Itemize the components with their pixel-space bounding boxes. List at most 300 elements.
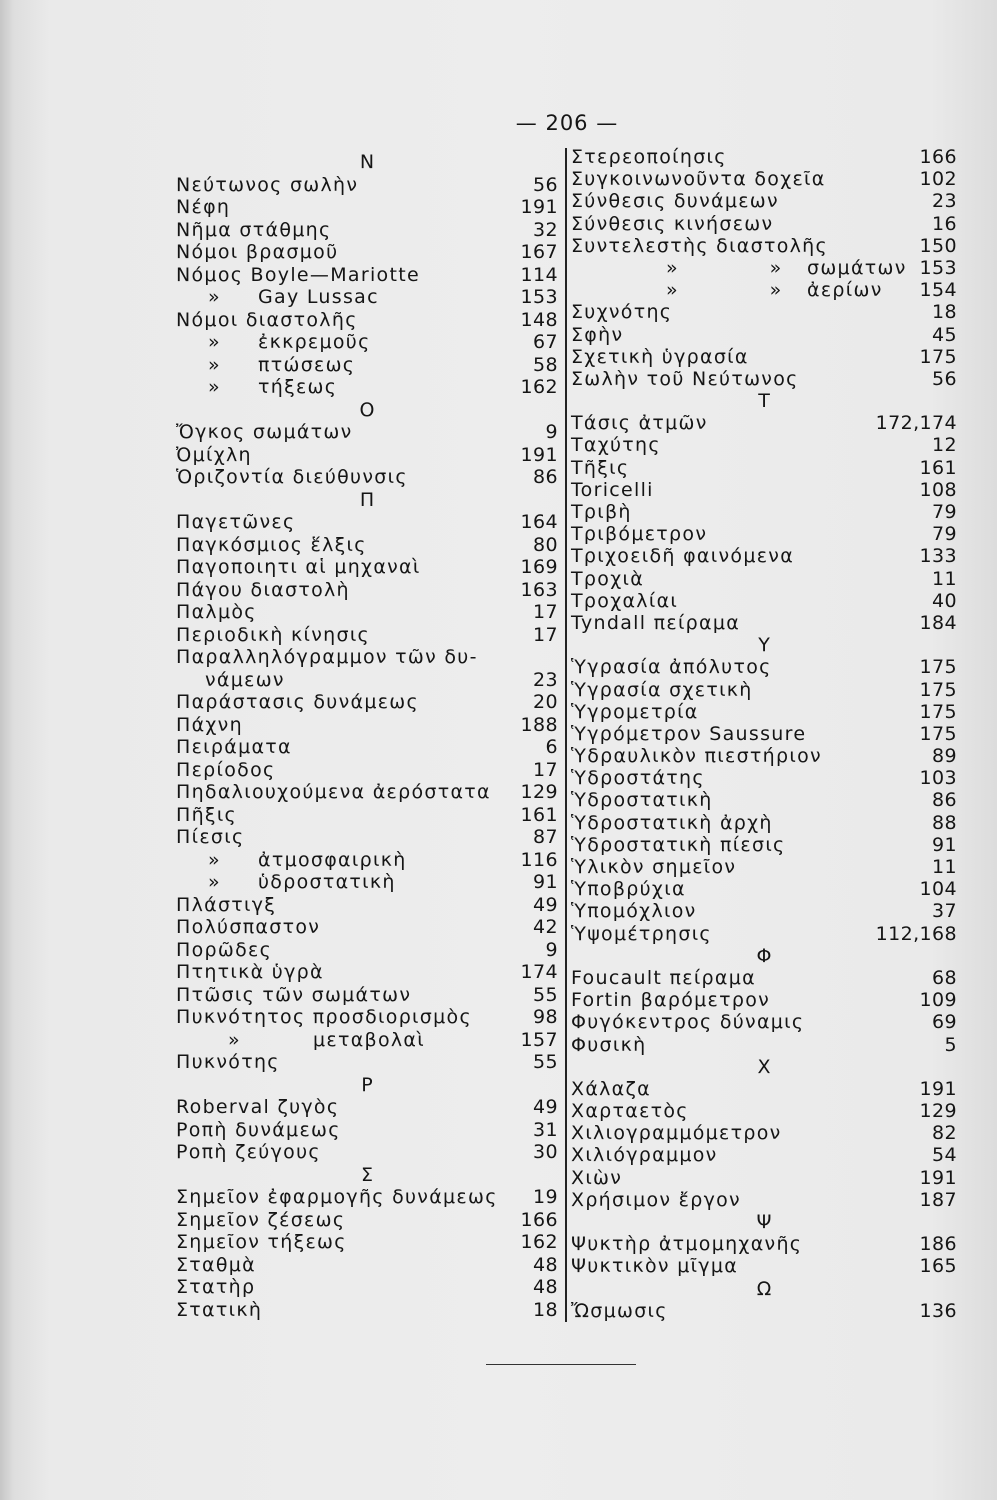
entry-page: 164 bbox=[520, 511, 558, 533]
entry-page: 42 bbox=[533, 916, 558, 938]
entry-term: Πολύσπαστον bbox=[176, 916, 321, 938]
entry-page: 148 bbox=[520, 308, 558, 331]
entry-page: 32 bbox=[533, 218, 558, 241]
entry-term: Πειράματα bbox=[176, 736, 292, 758]
entry-term: Χάλαζα bbox=[571, 1077, 651, 1100]
index-entry bbox=[176, 241, 558, 264]
index-entry bbox=[571, 767, 957, 789]
entry-term: Χαρταετὸς bbox=[571, 1100, 689, 1123]
index-entry bbox=[571, 900, 957, 922]
index-entry bbox=[571, 812, 957, 834]
index-subentry bbox=[176, 286, 558, 309]
entry-page: 191 bbox=[520, 443, 558, 466]
index-entry bbox=[176, 826, 558, 849]
entry-term: Σημεῖον τήξεως bbox=[176, 1231, 347, 1253]
index-entry bbox=[176, 556, 558, 579]
index-entry bbox=[176, 1096, 558, 1119]
index-entry bbox=[571, 368, 957, 390]
entry-term: Χρήσιμον ἔργον bbox=[571, 1188, 741, 1211]
entry-page: 153 bbox=[520, 286, 558, 308]
entry-term: Νόμοι διαστολῆς bbox=[176, 308, 358, 331]
entry-page: 17 bbox=[533, 623, 558, 646]
entry-page: 186 bbox=[919, 1233, 957, 1256]
entry-term: Χιὼν bbox=[571, 1166, 623, 1189]
index-entry bbox=[176, 511, 558, 534]
entry-term: Ὑγρασία σχετικὴ bbox=[571, 678, 753, 701]
entry-term: Παγοποιητι αἱ μηχαναὶ bbox=[176, 556, 421, 578]
entry-page: 67 bbox=[533, 331, 558, 353]
entry-term: ἐκκρεμοῦς bbox=[258, 331, 371, 353]
entry-term: πτώσεως bbox=[258, 353, 356, 376]
entry-page: 82 bbox=[932, 1122, 957, 1145]
page-number: — 206 — bbox=[515, 111, 619, 135]
index-entry bbox=[571, 190, 957, 212]
entry-page: 187 bbox=[919, 1188, 957, 1211]
index-entry bbox=[176, 534, 558, 557]
ditto-mark: » bbox=[208, 353, 220, 376]
entry-page: 98 bbox=[533, 1006, 558, 1028]
entry-page: 80 bbox=[533, 533, 558, 556]
index-entry bbox=[571, 1078, 957, 1100]
ditto-mark: » bbox=[208, 376, 220, 398]
entry-page: 86 bbox=[533, 466, 558, 488]
entry-term: Ὑψομέτρησις bbox=[571, 922, 712, 945]
entry-page: 55 bbox=[533, 983, 558, 1006]
entry-term: Gay Lussac bbox=[258, 286, 379, 308]
index-entry bbox=[176, 646, 558, 669]
entry-page: 49 bbox=[533, 893, 558, 916]
index-entry bbox=[176, 219, 558, 242]
entry-page: 17 bbox=[533, 601, 558, 623]
index-entry bbox=[176, 804, 558, 827]
entry-page: 114 bbox=[520, 263, 558, 286]
entry-term: Πυκνότης bbox=[176, 1051, 280, 1073]
footer-rule bbox=[486, 1364, 636, 1365]
entry-page: 23 bbox=[932, 190, 957, 213]
entry-term: Foucault πείραμα bbox=[571, 966, 756, 989]
entry-term: Ὑπομόχλιον bbox=[571, 900, 697, 923]
entry-page: 55 bbox=[533, 1051, 558, 1073]
entry-page: 91 bbox=[533, 871, 558, 893]
index-entry bbox=[176, 601, 558, 624]
entry-page: 9 bbox=[545, 938, 558, 961]
entry-page: 5 bbox=[944, 1033, 957, 1056]
entry-term: Πάχνη bbox=[176, 713, 243, 736]
index-entry bbox=[571, 1122, 957, 1144]
entry-term: Στατικὴ bbox=[176, 1298, 263, 1321]
entry-page: 31 bbox=[533, 1118, 558, 1141]
section-letter: Τ bbox=[758, 390, 770, 413]
ditto-mark: » bbox=[208, 848, 220, 871]
entry-term: Παράστασις δυνάμεως bbox=[176, 691, 419, 713]
index-entry bbox=[571, 923, 957, 945]
entry-page: 18 bbox=[932, 301, 957, 324]
entry-page: 102 bbox=[919, 168, 957, 191]
entry-page: 6 bbox=[545, 736, 558, 758]
index-entry bbox=[176, 894, 558, 917]
index-entry bbox=[176, 961, 558, 984]
entry-term: Πτῶσις τῶν σωμάτων bbox=[176, 983, 412, 1006]
entry-page: 129 bbox=[919, 1100, 957, 1123]
entry-page: 109 bbox=[919, 989, 957, 1012]
index-subentry bbox=[176, 354, 558, 377]
ditto-mark: » » bbox=[666, 279, 782, 302]
entry-page: 56 bbox=[932, 367, 957, 390]
index-column-right bbox=[571, 146, 957, 1322]
index-entry bbox=[571, 1034, 957, 1056]
index-entry bbox=[571, 146, 957, 168]
entry-term: Fortin βαρόμετρον bbox=[571, 989, 771, 1012]
index-entry bbox=[176, 264, 558, 287]
entry-page: 45 bbox=[932, 323, 957, 346]
index-entry bbox=[571, 590, 957, 612]
entry-term: Σημεῖον ἐφαρμογῆς δυνάμεως bbox=[176, 1186, 498, 1208]
index-entry bbox=[571, 1233, 957, 1255]
entry-page: 162 bbox=[520, 376, 558, 398]
entry-page: 172,174 bbox=[875, 412, 957, 435]
entry-page: 157 bbox=[520, 1028, 558, 1051]
entry-term: Roberval ζυγὸς bbox=[176, 1096, 340, 1118]
index-entry bbox=[571, 346, 957, 368]
entry-term: Ψυκτικὸν μῖγμα bbox=[571, 1255, 739, 1278]
entry-page: 108 bbox=[919, 478, 957, 501]
entry-page: 56 bbox=[533, 173, 558, 196]
entry-term: σωμάτων bbox=[807, 256, 907, 279]
index-subentry bbox=[176, 376, 558, 399]
entry-page: 37 bbox=[932, 900, 957, 923]
entry-term: Χιλιογραμμόμετρον bbox=[571, 1122, 782, 1145]
entry-page: 103 bbox=[919, 767, 957, 790]
entry-page: 163 bbox=[520, 578, 558, 601]
entry-term: Ὑποβρύχια bbox=[571, 878, 686, 901]
index-entry bbox=[176, 196, 558, 219]
entry-term: Περίοδος bbox=[176, 758, 276, 781]
index-entry bbox=[176, 1231, 558, 1254]
index-entry bbox=[571, 679, 957, 701]
entry-term: Συντελεστὴς διαστολῆς bbox=[571, 234, 828, 257]
index-entry bbox=[176, 736, 558, 759]
entry-page: 175 bbox=[919, 722, 957, 745]
index-entry bbox=[571, 656, 957, 678]
entry-page: 40 bbox=[932, 589, 957, 612]
entry-page: 188 bbox=[520, 713, 558, 736]
entry-page: 175 bbox=[919, 678, 957, 701]
entry-page: 167 bbox=[520, 241, 558, 263]
section-letter: Υ bbox=[758, 634, 770, 657]
index-entry bbox=[176, 466, 558, 489]
index-entry bbox=[571, 1189, 957, 1211]
entry-term: Πίεσις bbox=[176, 826, 245, 848]
entry-page: 162 bbox=[520, 1231, 558, 1253]
ditto-mark: » » bbox=[666, 256, 782, 279]
entry-term: Φυγόκεντρος δύναμις bbox=[571, 1011, 805, 1034]
entry-page: 79 bbox=[932, 523, 957, 546]
entry-term: Ὑδροστατικὴ πίεσις bbox=[571, 833, 786, 856]
entry-page: 175 bbox=[919, 700, 957, 723]
index-entry bbox=[571, 612, 957, 634]
entry-page: 112,168 bbox=[875, 922, 957, 945]
index-entry bbox=[571, 324, 957, 346]
index-entry bbox=[571, 1144, 957, 1166]
index-entry bbox=[176, 1254, 558, 1277]
index-entry bbox=[571, 723, 957, 745]
entry-term: Περιοδικὴ κίνησις bbox=[176, 623, 371, 646]
index-entry bbox=[176, 984, 558, 1007]
index-subentry bbox=[176, 331, 558, 354]
index-entry bbox=[176, 579, 558, 602]
index-entry bbox=[176, 624, 558, 647]
entry-term: Ὀμίχλη bbox=[176, 443, 252, 466]
index-entry-continuation bbox=[176, 669, 558, 692]
index-subentry bbox=[176, 1029, 558, 1052]
index-entry bbox=[571, 434, 957, 456]
index-entry bbox=[176, 691, 558, 714]
entry-term: ὑδροστατικὴ bbox=[258, 871, 396, 893]
ditto-mark: » bbox=[228, 1028, 240, 1051]
entry-page: 69 bbox=[932, 1011, 957, 1034]
entry-page: 79 bbox=[932, 501, 957, 523]
entry-page: 150 bbox=[919, 234, 957, 257]
entry-page: 48 bbox=[533, 1253, 558, 1276]
entry-term: Ὑλικὸν σημεῖον bbox=[571, 856, 737, 878]
entry-page: 166 bbox=[919, 146, 957, 168]
ditto-mark: » bbox=[208, 871, 220, 893]
entry-page: 18 bbox=[533, 1298, 558, 1321]
entry-page: 104 bbox=[919, 878, 957, 901]
entry-page: 87 bbox=[533, 826, 558, 848]
entry-page: 12 bbox=[932, 434, 957, 457]
index-entry bbox=[176, 309, 558, 332]
entry-term: Νόμος Boyle—Mariotte bbox=[176, 263, 420, 286]
index-entry bbox=[571, 878, 957, 900]
column-divider bbox=[565, 148, 567, 1322]
index-entry bbox=[571, 1100, 957, 1122]
entry-term: Στερεοποίησις bbox=[571, 146, 727, 168]
entry-term: Ὑγρομετρία bbox=[571, 700, 699, 723]
index-entry bbox=[571, 235, 957, 257]
entry-term: Σταθμὰ bbox=[176, 1253, 257, 1276]
entry-page: 16 bbox=[932, 212, 957, 235]
entry-page: 11 bbox=[932, 567, 957, 590]
index-entry bbox=[571, 412, 957, 434]
entry-page: 23 bbox=[533, 668, 558, 691]
index-entry bbox=[571, 701, 957, 723]
entry-term: Ὑγρασία ἀπόλυτος bbox=[571, 656, 772, 679]
entry-page: 48 bbox=[533, 1276, 558, 1298]
index-entry bbox=[571, 1011, 957, 1033]
index-entry bbox=[571, 967, 957, 989]
entry-page: 133 bbox=[919, 545, 957, 568]
index-entry bbox=[176, 939, 558, 962]
entry-term: Ταχύτης bbox=[571, 434, 661, 457]
index-entry bbox=[571, 568, 957, 590]
entry-page: 184 bbox=[919, 611, 957, 634]
index-entry bbox=[571, 168, 957, 190]
entry-term: Πάγου διαστολὴ bbox=[176, 578, 350, 601]
index-entry bbox=[176, 781, 558, 804]
entry-term: Νόμοι βρασμοῦ bbox=[176, 241, 339, 263]
entry-page: 68 bbox=[932, 966, 957, 989]
entry-term: Ροπὴ ζεύγους bbox=[176, 1141, 321, 1163]
entry-page: 17 bbox=[533, 758, 558, 781]
index-entry bbox=[571, 457, 957, 479]
entry-page: 191 bbox=[919, 1077, 957, 1100]
entry-term: Νεύτωνος σωλὴν bbox=[176, 173, 359, 196]
entry-term: Τάσις ἀτμῶν bbox=[571, 412, 708, 435]
entry-term: Σύνθεσις δυνάμεων bbox=[571, 190, 779, 213]
entry-page: 136 bbox=[919, 1299, 957, 1322]
index-entry bbox=[176, 916, 558, 939]
index-entry bbox=[176, 1141, 558, 1164]
section-letter: Π bbox=[359, 488, 375, 511]
index-subentry bbox=[571, 279, 957, 301]
entry-page: 174 bbox=[520, 961, 558, 983]
entry-page: 54 bbox=[932, 1144, 957, 1167]
entry-page: 175 bbox=[919, 345, 957, 368]
index-subentry bbox=[571, 257, 957, 279]
entry-page: 175 bbox=[919, 656, 957, 679]
index-entry bbox=[571, 523, 957, 545]
entry-page: 88 bbox=[932, 811, 957, 834]
section-letter: Ψ bbox=[756, 1211, 772, 1233]
entry-term: Παλμὸς bbox=[176, 601, 257, 623]
entry-term: Ὑδροστάτης bbox=[571, 767, 705, 790]
entry-page: 91 bbox=[932, 833, 957, 856]
ditto-mark: » bbox=[208, 331, 220, 353]
entry-term: Τῆξις bbox=[571, 456, 630, 479]
index-subentry bbox=[176, 871, 558, 894]
entry-term: Πορῶδες bbox=[176, 938, 273, 961]
entry-term: Toricelli bbox=[571, 478, 654, 501]
entry-term: τήξεως bbox=[258, 376, 338, 398]
entry-page: 153 bbox=[919, 256, 957, 279]
entry-term: νάμεων bbox=[205, 668, 285, 691]
entry-term: ἀερίων bbox=[807, 279, 883, 302]
index-entry bbox=[176, 1006, 558, 1029]
entry-term: Συγκοινωνοῦντα δοχεῖα bbox=[571, 168, 826, 191]
entry-term: Στατὴρ bbox=[176, 1276, 256, 1298]
index-entry bbox=[176, 421, 558, 444]
index-entry bbox=[571, 479, 957, 501]
entry-page: 166 bbox=[520, 1208, 558, 1231]
entry-term: Παγκόσμιος ἕλξις bbox=[176, 533, 367, 556]
index-entry bbox=[571, 856, 957, 878]
entry-page: 161 bbox=[919, 456, 957, 479]
section-letter: Ν bbox=[359, 151, 375, 173]
section-letter: Ω bbox=[756, 1277, 772, 1300]
entry-term: Ὑδραυλικὸν πιεστήριον bbox=[571, 745, 822, 768]
entry-page: 191 bbox=[919, 1166, 957, 1189]
entry-term: Τριχοειδῆ φαινόμενα bbox=[571, 545, 795, 568]
section-letter: Φ bbox=[756, 944, 772, 967]
entry-page: 49 bbox=[533, 1096, 558, 1118]
entry-term: Ὁριζοντία διεύθυνσις bbox=[176, 466, 408, 488]
entry-term: Σχετικὴ ὑγρασία bbox=[571, 345, 749, 368]
index-entry bbox=[176, 1276, 558, 1299]
entry-page: 165 bbox=[919, 1255, 957, 1278]
index-entry bbox=[571, 501, 957, 523]
index-entry bbox=[571, 1300, 957, 1322]
entry-page: 11 bbox=[932, 856, 957, 878]
entry-term: Σωλὴν τοῦ Νεύτωνος bbox=[571, 367, 799, 390]
entry-page: 30 bbox=[533, 1141, 558, 1163]
entry-page: 19 bbox=[533, 1186, 558, 1208]
index-entry bbox=[571, 301, 957, 323]
index-entry bbox=[571, 745, 957, 767]
index-entry bbox=[176, 1051, 558, 1074]
entry-term: Ὑδροστατικὴ ἀρχὴ bbox=[571, 811, 773, 834]
entry-page: 169 bbox=[520, 556, 558, 578]
entry-term: Τριβόμετρον bbox=[571, 523, 708, 546]
entry-page: 116 bbox=[520, 848, 558, 871]
index-entry bbox=[176, 1186, 558, 1209]
entry-term: Παγετῶνες bbox=[176, 511, 296, 533]
entry-page: 129 bbox=[520, 781, 558, 803]
entry-term: Νῆμα στάθμης bbox=[176, 218, 332, 241]
index-entry bbox=[176, 759, 558, 782]
entry-page: 86 bbox=[932, 789, 957, 812]
index-entry bbox=[571, 1167, 957, 1189]
index-column-left bbox=[176, 151, 558, 1321]
entry-term: Τροχαλίαι bbox=[571, 589, 679, 612]
entry-term: Ὤσμωσις bbox=[571, 1299, 668, 1322]
index-entry bbox=[571, 545, 957, 567]
entry-term: Φυσικὴ bbox=[571, 1033, 647, 1056]
entry-term: Πτητικὰ ὑγρὰ bbox=[176, 961, 324, 983]
entry-term: Χιλιόγραμμον bbox=[571, 1144, 718, 1167]
ditto-mark: » bbox=[208, 286, 220, 308]
entry-term: Σφὴν bbox=[571, 323, 624, 346]
entry-term: Ὑδροστατικὴ bbox=[571, 789, 713, 812]
section-letter: Ρ bbox=[361, 1073, 373, 1096]
entry-term: Ὄγκος σωμάτων bbox=[176, 421, 353, 443]
section-letter: Σ bbox=[360, 1163, 373, 1186]
index-entry bbox=[176, 174, 558, 197]
section-letter: Ο bbox=[359, 398, 375, 421]
index-entry bbox=[571, 789, 957, 811]
index-entry bbox=[571, 213, 957, 235]
entry-page: 191 bbox=[520, 196, 558, 218]
index-entry bbox=[176, 714, 558, 737]
entry-page: 58 bbox=[533, 353, 558, 376]
index-entry bbox=[571, 1255, 957, 1277]
entry-term: Ροπὴ δυνάμεως bbox=[176, 1118, 341, 1141]
index-entry bbox=[571, 989, 957, 1011]
entry-term: ἀτμοσφαιρικὴ bbox=[258, 848, 407, 871]
entry-page: 20 bbox=[533, 691, 558, 713]
entry-term: Συχνότης bbox=[571, 301, 673, 324]
entry-page: 9 bbox=[545, 421, 558, 443]
entry-term: Tyndall πείραμα bbox=[571, 611, 741, 634]
entry-term: Πυκνότητος προσδιορισμὸς bbox=[176, 1006, 472, 1028]
entry-page: 154 bbox=[919, 279, 957, 302]
entry-term: μεταβολαὶ bbox=[313, 1028, 425, 1051]
index-entry bbox=[571, 834, 957, 856]
entry-term: Νέφη bbox=[176, 196, 231, 218]
entry-term: Ψυκτὴρ ἀτμομηχανῆς bbox=[571, 1233, 803, 1256]
entry-term: Σημεῖον ζέσεως bbox=[176, 1208, 346, 1231]
index-entry bbox=[176, 1119, 558, 1142]
entry-term: Πλάστιγξ bbox=[176, 893, 277, 916]
entry-term: Ὑγρόμετρον Saussure bbox=[571, 722, 807, 745]
index-entry bbox=[176, 1209, 558, 1232]
entry-page: 89 bbox=[932, 745, 957, 768]
entry-term: Πηδαλιουχούμενα ἀερόστατα bbox=[176, 781, 491, 803]
section-letter: Χ bbox=[757, 1055, 771, 1078]
index-entry bbox=[176, 444, 558, 467]
entry-term: Παραλληλόγραμμον τῶν δυ- bbox=[176, 646, 478, 668]
entry-term: Τροχιὰ bbox=[571, 567, 645, 590]
